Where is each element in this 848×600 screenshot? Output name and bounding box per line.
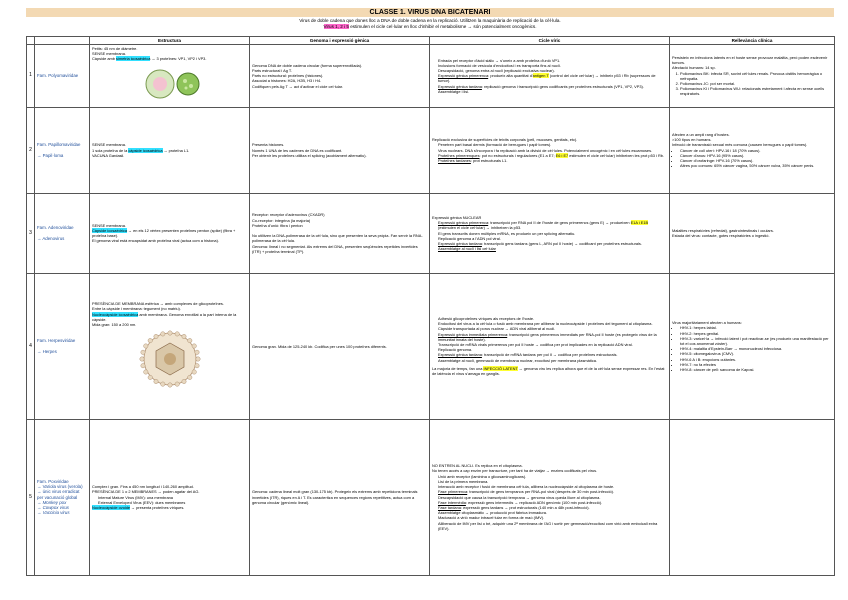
genus-name: → Papil·loma bbox=[37, 152, 64, 158]
header-family bbox=[35, 37, 90, 45]
header-num bbox=[27, 37, 35, 45]
header-structure: Estructura bbox=[90, 37, 250, 45]
table-row bbox=[27, 193, 835, 273]
structure-extra: Mida gran: 150 a 200 nm. bbox=[92, 321, 137, 327]
cycle-phase-label: Assemblatge al nucli i lisi cel·lular bbox=[438, 246, 496, 252]
cycle-text: Inclusions formació de vesícula d'endocitosi i es transporta fins al nucli. bbox=[438, 62, 561, 68]
genome-cell bbox=[250, 193, 430, 273]
genus-name: → Cowpox virus bbox=[37, 504, 69, 510]
structure-cell bbox=[90, 419, 250, 575]
cycle-text: Penetren part basal dermis (formació de berrugues i papil·lomes). bbox=[438, 142, 552, 148]
capsid-highlight: Nucleocàpside ovoide bbox=[92, 504, 131, 510]
genome-line: Genoma: cadena lineal molt gran (130-175 kb). Protegeix els extrems amb repeticions terminals invertides (ITR), riques en A i T. Es caracteritza en sequences regions repetitives, actua com a genoma circular (genòmic lineal). bbox=[252, 489, 418, 505]
clinical-item: 1. Poliomavirus BK: infecta SR, sovint cèl·lules renals. Provoca cistitis hemorràgica o nefropatia. bbox=[680, 71, 832, 81]
clinical-list bbox=[672, 325, 832, 372]
capsid-line bbox=[92, 56, 247, 61]
cycle-item bbox=[438, 89, 667, 94]
cycle-item bbox=[438, 342, 667, 347]
clinical-item: 3. Poliomavirus KI i Poliomavirus WU: relacionats estretament i afecta en sense ocells respiratoris. bbox=[680, 86, 832, 96]
genome-line: No utilitzen la DNA-polimerasa de la cèl·lula, sino que presenten la seva pròpia. Fan servir la RNA-polimerasa de la cèl·lula. bbox=[252, 233, 423, 244]
cycle-list bbox=[432, 474, 667, 531]
family-name: Fam. Papillomaviridae bbox=[37, 142, 81, 148]
cycle-text: : transcripció per RNA pol II de l'hoste de gens primerencs (gens E) → produeixen bbox=[488, 220, 631, 226]
clinical-item: • HHV-5: citomegalovirus (CMV). bbox=[680, 351, 832, 356]
family-name: Fam. Poxviridae bbox=[37, 478, 69, 484]
structure-cell bbox=[90, 193, 250, 273]
cycle-phase-label: Fase intermèdia bbox=[438, 499, 466, 505]
genome-line: Genoma DNA de doble cadena circular (forma superenrotllada). bbox=[252, 62, 363, 68]
cycle-text: Assemblatge citoplasmàtic → producció prot fàbrica immadura. bbox=[438, 510, 547, 516]
clinical-cell bbox=[670, 45, 835, 108]
clinical-list bbox=[672, 148, 832, 169]
cycle-text: : produeix alta quantitat d' bbox=[488, 73, 533, 79]
capsid-text: 1 sola proteïna de la bbox=[92, 147, 129, 153]
cycle-highlight: E6 i E7 bbox=[555, 152, 569, 158]
capsid-line bbox=[92, 312, 247, 322]
cycle-item bbox=[438, 246, 667, 251]
cycle-phase-label: Expressió gènica tardana bbox=[438, 240, 482, 246]
cycle-text: Unió amb receptor (laminina o glicosaminoglicans). bbox=[438, 473, 527, 479]
clinical-line: Malalties respiratòries (refredat), gastrointestinals i oculars. bbox=[672, 227, 774, 233]
cycle-item bbox=[438, 84, 667, 89]
cycle-item bbox=[438, 521, 667, 531]
genome-cell bbox=[250, 107, 430, 193]
clinical-line: Estada del virus: contacte, gotes respiratòries o ingestió. bbox=[672, 233, 770, 239]
cycle-item bbox=[438, 158, 667, 163]
clinical-line: >100 tipus en humans. bbox=[672, 137, 712, 143]
genome-line: Parts no estructural: proteïnes (histones). bbox=[252, 73, 324, 79]
genome-cell bbox=[250, 45, 430, 108]
cycle-intro: NO ENTREN AL NUCLI. Es replica en el citoplasma. bbox=[432, 463, 523, 469]
genome-line: Parts estructural i Ag T. bbox=[252, 68, 292, 73]
table-header-row bbox=[27, 37, 835, 45]
cycle-text: : transcripció de mRNA tardans per pol II → codifica per proteïnes estructurals. bbox=[481, 352, 618, 358]
family-cell bbox=[35, 45, 90, 108]
cycle-cell bbox=[430, 419, 670, 575]
clinical-item: 2. Poliomavirus JC: pot ser mortal. bbox=[680, 81, 832, 86]
genome-line: Genoma gran. Mida de 125-240 kb. Codifica per unes 100 proteïnes diferents. bbox=[252, 343, 387, 349]
structure-subitem: • External Enveloped Virus (EEV): dues membranes bbox=[98, 500, 247, 505]
cycle-phase-label: Proteïnes tardanes bbox=[438, 157, 471, 163]
cycle-text: (estimulen el cicle cel·lular) → inhibeixen la p53. bbox=[438, 225, 522, 231]
cycle-text: : transcripció gens primerencs immediats per RNA-pol II hoste (es protegeix virus de la immunitat innata del hoste). bbox=[438, 331, 657, 342]
table-row bbox=[27, 273, 835, 419]
virus-table bbox=[26, 36, 835, 576]
clinical-item: • HHV-3: varicel·la → infecció latent i pot reactivar-se (es produeix una manifestació per tot el cos anomenat zòster). bbox=[680, 336, 832, 346]
clinical-cell bbox=[670, 419, 835, 575]
cycle-text: Lisi de la primera membrana. bbox=[438, 478, 489, 484]
structure-extra: VACUNA Gardasil. bbox=[92, 152, 125, 158]
cycle-phase-label: Fase primerenca bbox=[438, 489, 468, 495]
cycle-item bbox=[438, 332, 667, 342]
cycle-highlight: E1A i E1B bbox=[630, 220, 649, 226]
clinical-cell bbox=[670, 273, 835, 419]
family-name: Fam. Herpesviridae bbox=[37, 338, 76, 344]
cycle-highlight: antigen T bbox=[532, 73, 549, 79]
cycle-text: Endocitosi del virus a la cèl·lula o fusió amb membrana per alliberar la nucleocàpside i proteïnes del tegument al citoplasma. bbox=[438, 321, 653, 327]
cycle-text: La majoria de temps, fan una bbox=[432, 365, 484, 371]
cycle-phase-label: Expressió gènica immediata primerenca bbox=[438, 331, 508, 337]
cycle-text: : replicació genoma i transcripció gens codificants per proteïnes estructurals (VP1, VP2, VP3). bbox=[481, 83, 644, 89]
header-clinical: Rellevància clínica bbox=[670, 37, 835, 45]
cycle-cell bbox=[430, 45, 670, 108]
genome-line: Proteïna d'unió: fibra i penton bbox=[252, 222, 303, 228]
capsid-line bbox=[92, 228, 247, 238]
genus-name: → Herpes bbox=[37, 348, 57, 354]
cycle-text: (control del cicle cel·lular) → inhibeix p53 i Rb (supressors de tumor). bbox=[438, 73, 656, 84]
cycle-item bbox=[438, 73, 667, 83]
capsid-text: → presenta proteïnes víriques. bbox=[130, 504, 185, 510]
genome-line: Presenta histones. bbox=[252, 142, 285, 148]
genome-line: Receptor: receptor d'adenovirus (CXADR) bbox=[252, 212, 325, 218]
cycle-item bbox=[438, 358, 667, 363]
cycle-text: : expressió gens intermedis → replicació ADN genòmic (100 min post-infecció). bbox=[465, 499, 603, 505]
cycle-text: Adhesió glicoproteïnes víriques als receptors de l'hoste. bbox=[438, 315, 535, 321]
cycle-text: Descapsidació, genoma entra al nucli (replicació exclusiva nuclear). bbox=[438, 68, 555, 73]
subtitle-line-1: Virus de doble cadena que dones lloc a DNA de doble cadena en la replicació. Utilitzen la maquinària de replicació de la cèl·lula. bbox=[299, 18, 561, 23]
capsid-text: → en els 12 vèrtex presenten proteïnes penton (spike) (fibra + proteïna base). bbox=[92, 227, 236, 239]
clinical-item: • HHV-7: no fa efectes bbox=[680, 362, 832, 367]
family-cell bbox=[35, 273, 90, 419]
genome-line: Codifiquen pels Ag T → act d'activar el cicle cel·lular. bbox=[252, 83, 343, 89]
capsid-text: amb membrana. Genoma enrotllat a la part interna de la càpside. bbox=[92, 311, 237, 322]
cycle-text: Entrada pel receptor d'àcid siàlic → s'uneix a amb proteïna d'unió VP1. bbox=[438, 57, 561, 63]
cycle-phase-label: Expressió gènica primerenca bbox=[438, 73, 489, 79]
cycle-intro: No tenen accés a cap enzim per transcriure, per tant ha de viatjar → enzims codificats pel virus. bbox=[432, 468, 598, 474]
cycle-text: Replicació genoma. bbox=[438, 347, 473, 353]
clinical-item: • Càncer d'orofaringe: HPV-16 (70% casos). bbox=[680, 158, 832, 163]
table-body bbox=[27, 45, 835, 576]
cycle-text: → genoma viru les replica alhora que el de la cèl·lula sense expressar res. En l'estat de latència el virus s'amaga en ganglis. bbox=[432, 365, 665, 377]
cycle-text: Virus nuclears. DNA s'incorpora i fa replicació amb la divisió de cèl·lules. Potencialment oncogènic i en cèl·lules escamoses. bbox=[438, 147, 653, 153]
genome-line: Només 1 UNA de les cadenes de DNA es codificant. bbox=[252, 147, 343, 153]
cycle-phase-label: Proteïnes primerenques bbox=[438, 152, 480, 158]
cycle-text: estimulen el cicle cel·lular) inhibeixen les prot p53 i Rb. bbox=[568, 152, 665, 158]
cycle-text: Transcripció de mRNA virals primerencs per pol II hoste → codifica per prot implicades en la replicació ADN viral. bbox=[438, 342, 633, 347]
header-cycle: Cicle víric bbox=[430, 37, 670, 45]
genome-line: Genoma: lineal i no segmentat. Als extrems del DNA, presenten seqüències repetides invertides (ITR) + proteïna terminal (TP). bbox=[252, 243, 418, 254]
subtitle-rest: estimulen el cicle cel·lular en lloc d'inhibir el metabolisme → són potencialment oncogènics. bbox=[348, 24, 537, 29]
cycle-text: : transcripció de gens tempranos per RNA-pol viral (després de 30 min post-infecció). bbox=[467, 489, 615, 495]
clinical-item: • HHV-8: càncer de pell: sarcoma de Kaposi. bbox=[680, 367, 832, 372]
cycle-text: : transcripció gens tardans (gens L, ARN pol II hoste) → codificant per proteïnes estructurals. bbox=[481, 240, 642, 246]
cycle-intro: Expressió gènica NUCLEAR bbox=[432, 214, 482, 220]
clinical-item: • HHV-6 A i B: erupcions cutànies. bbox=[680, 357, 832, 362]
capsid-line bbox=[92, 505, 247, 510]
cycle-list bbox=[432, 58, 667, 94]
capsid-text: Càpside amb bbox=[92, 56, 117, 62]
clinical-item: • HHV-2: herpes genital. bbox=[680, 331, 832, 336]
clinical-line: Infecció de transmissió sexual més comuna (causen berrugues o papil·lomes). bbox=[672, 142, 808, 148]
structure-subitem: • Internal Mature Virus (IMV): una membrana bbox=[98, 495, 247, 500]
family-cell bbox=[35, 193, 90, 273]
structure-line: PRESÈNCIA DE 1 o 2 MEMBRANES → poden agafar del AG. bbox=[92, 489, 200, 495]
capsid-highlight: càpside icosaèdrica bbox=[128, 147, 163, 153]
cycle-text: : pot no estructurals i reguladores (E1 a E7; bbox=[479, 152, 556, 158]
cycle-text: : expressió gens tardans → prot estructurals (140 min a 48h post-infecció). bbox=[460, 504, 590, 510]
row-number: 5 bbox=[27, 419, 35, 575]
row-number: 4 bbox=[27, 273, 35, 419]
clinical-line: Virus majoritàriament afecten a humans: bbox=[672, 320, 742, 326]
cycle-text: Alliberació de IMV per lisi o bé, adquirir una 2ª membrana de l'AG i sortir per gemmació/exocitosi com virió amb embolcall extra (EEV). bbox=[438, 520, 658, 531]
cycle-text: Descapsidació que causa la transcripció temprana → genoma virus queda lliure al citoplasma. bbox=[438, 494, 601, 500]
genome-line: Per obtenir les proteïnes utilitza el splicing (acoblament alternatiu). bbox=[252, 152, 367, 158]
cycle-phase-label: Fase tardana bbox=[438, 504, 461, 510]
capsid-highlight: simetria icosaèdrica bbox=[116, 56, 151, 62]
subtitle-line-2 bbox=[26, 24, 834, 30]
structure-line: SENSE membrana. bbox=[92, 51, 126, 57]
structure-line: Petits: 45 nm de diàmetre. bbox=[92, 46, 138, 51]
clinical-item: • HHV-1: herpes labial. bbox=[680, 325, 832, 330]
clinical-item: • Càncer de coll uterí: HPV-16 i 18 (70% casos). bbox=[680, 148, 832, 153]
capsid-highlight: Nucleocàpside icosaèdrica bbox=[92, 311, 139, 317]
capsid-text: → proteïna L1. bbox=[162, 147, 190, 153]
cycle-text: El gens transcrits donen múltiples mRNA, es produeix un per splicing alternatiu. bbox=[438, 230, 576, 236]
genome-cell bbox=[250, 273, 430, 419]
row-number: 1 bbox=[27, 45, 35, 108]
clinical-list bbox=[672, 71, 832, 97]
page-subtitle bbox=[26, 18, 834, 30]
cycle-list bbox=[432, 220, 667, 251]
cycle-text: Interacció amb receptor i fusió de membrana cèl·lula, allibera la nucleocàpside al citoplasma de hoste. bbox=[438, 484, 615, 490]
cycle-text: : prot estructurals L1. bbox=[470, 157, 508, 163]
genus-name: → Vaccinia virus bbox=[37, 510, 70, 516]
cycle-cell bbox=[430, 193, 670, 273]
capsid-highlight: Càpside icosaèdrica bbox=[92, 227, 128, 233]
family-name: Fam. Adenoviridae bbox=[37, 225, 74, 231]
cycle-list bbox=[432, 316, 667, 363]
cycle-cell bbox=[430, 273, 670, 419]
table-row bbox=[27, 45, 835, 108]
family-name: Fam. Polyomaviridae bbox=[37, 73, 79, 79]
genome-line: Co-receptor: integrina (la majoria) bbox=[252, 217, 311, 223]
polyomavirus-illustration bbox=[140, 64, 200, 104]
cycle-text: Maduració a virió madur intracel·lular en forma de maó (IMV). bbox=[438, 515, 545, 521]
structure-cell bbox=[90, 107, 250, 193]
clinical-line: Afectació humans: 14 sp. bbox=[672, 65, 716, 71]
structure-extra: El genoma viral està encapsidat amb proteïna viral (actua com a histona). bbox=[92, 238, 219, 244]
table-row bbox=[27, 419, 835, 575]
family-cell bbox=[35, 107, 90, 193]
header-genome: Genoma i expressió gènica bbox=[250, 37, 430, 45]
genus-name: → Variola virus (verola) → únic virus erradicat per vacunació global bbox=[37, 484, 83, 500]
row-number: 2 bbox=[27, 107, 35, 193]
clinical-item: • HHV-4: malaltia d'Epstein-Barr → mononucleosi infecciosa. bbox=[680, 346, 832, 351]
clinical-item: • Càncer d'anus: HPV-16 (95% casos). bbox=[680, 153, 832, 158]
structure-cell bbox=[90, 45, 250, 108]
structure-sublist bbox=[92, 495, 247, 505]
genus-name: → Monkey pox bbox=[37, 499, 67, 505]
cycle-text: Assemblatge al nucli, gemmació de membrana nuclear, exocitosi per membrana plasmàtica. bbox=[438, 357, 597, 363]
family-cell bbox=[35, 419, 90, 575]
structure-line: SENSE membrana. bbox=[92, 222, 126, 228]
capsid-text: → 3 proteïnes: VP1, VP2 i VP3. bbox=[150, 56, 207, 62]
cycle-phase-label: Expressió gènica primerenca bbox=[438, 220, 489, 226]
structure-line: Entre la càpside i membrana: tegument (no matriu). bbox=[92, 306, 181, 312]
structure-line: SENSE membrana. bbox=[92, 142, 126, 148]
genus-name: → Adenovirus bbox=[37, 235, 65, 241]
structure-cell bbox=[90, 273, 250, 419]
clinical-cell bbox=[670, 193, 835, 273]
clinical-item: • Altres poc comuns: 65% càncer vagina, 50% càncer vulva, 35% càncer penis. bbox=[680, 163, 832, 168]
cycle-item bbox=[438, 220, 667, 230]
clinical-line: Persisteix en infeccions latents en el hoste sense provocar malaltia, però poden esdevenir tumors. bbox=[672, 54, 828, 66]
genome-line: Associat a histones: H2A, H2B, H3 i H4. bbox=[252, 78, 322, 84]
cycle-outro bbox=[432, 366, 667, 376]
cycle-text: Replicació genoma a l'ADN pol viral. bbox=[438, 235, 501, 241]
cycle-text: Assemblatge i lisi. bbox=[438, 88, 470, 94]
table-row bbox=[27, 107, 835, 193]
structure-line: Complex i gran. Fins a 450 nm longitud i 140-260 amplitud. bbox=[92, 484, 194, 490]
subtitle-highlight: Virus 1, 2 i 5 bbox=[323, 24, 349, 29]
herpesvirus-illustration bbox=[130, 329, 210, 389]
cycle-intro: Replicació exclusiva de superfícies de teixits corporals (pell, mucoses, genitals, etc). bbox=[432, 137, 578, 143]
structure-line: PRESÈNCIA DE MEMBRANA esfèrica → amb complexes de glicoproteïnes. bbox=[92, 301, 224, 307]
cycle-text: Càpside transportada al porus nuclear → ADN viral alliberat al nucli. bbox=[438, 326, 556, 332]
cycle-phase-label: Expressió gènica tardana bbox=[438, 83, 482, 89]
cycle-phase-label: Expressió gènica tardana bbox=[438, 352, 482, 358]
genome-cell bbox=[250, 419, 430, 575]
page-title: CLASSE 1. VIRUS DNA BICATENARI bbox=[26, 8, 834, 17]
latent-highlight: INFECCIÓ LATENT bbox=[483, 365, 518, 371]
clinical-cell bbox=[670, 107, 835, 193]
row-number: 3 bbox=[27, 193, 35, 273]
clinical-line: Afecten a un ampli rang d'hostes. bbox=[672, 131, 730, 137]
cycle-cell bbox=[430, 107, 670, 193]
cycle-list bbox=[432, 142, 667, 163]
